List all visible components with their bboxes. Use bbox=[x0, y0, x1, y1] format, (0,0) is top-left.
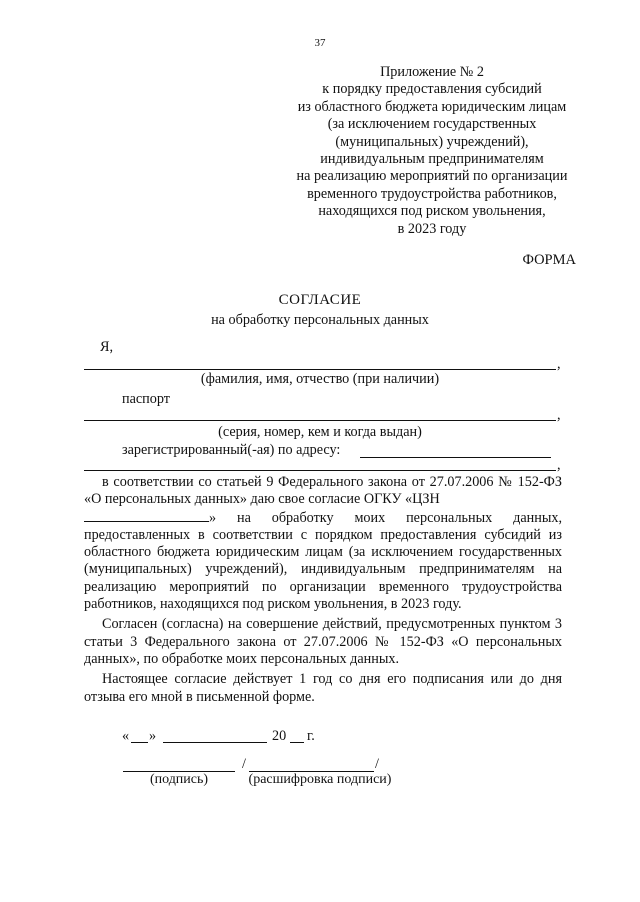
ya-label: Я, bbox=[100, 339, 114, 355]
appendix-line: к порядку предоставления субсидий bbox=[322, 81, 542, 98]
signature-slash-close: / bbox=[375, 756, 379, 772]
date-close-quote: » bbox=[149, 728, 157, 744]
signature-slash-open: / bbox=[242, 756, 246, 772]
appendix-line: из областного бюджета юридическим лицам bbox=[297, 98, 567, 115]
registered-label: зарегистрированный(-ая) по адресу: bbox=[122, 442, 341, 458]
date-day-blank[interactable] bbox=[131, 742, 148, 743]
address-input-line-2[interactable] bbox=[84, 470, 556, 471]
appendix-line: (за исключением государственных bbox=[327, 116, 537, 133]
consent-paragraph-2: Согласен (согласна) на совершение действий, предусмотренных пунктом 3 статьи 3 Федерального закона от 27.07.2006 № 152-ФЗ «О персональных данных», по обработке моих персональных данных. bbox=[84, 616, 562, 667]
appendix-line: находящихся под риском увольнения, bbox=[318, 203, 546, 220]
passport-caption: (серия, номер, кем и когда выдан) bbox=[218, 424, 422, 440]
paragraph-text: в соответствии со статьей 9 Федерального закона от 27.07.2006 № 152-ФЗ «О персональных данных» даю свое согласие ОГКУ «ЦЗН bbox=[84, 474, 562, 508]
appendix-line: Приложение № 2 bbox=[380, 64, 484, 80]
paragraph-text: » на обработку моих персональных данных, предоставленных в соответствии с порядком предоставления субсидий из областного бюджета юридическим лицам (за исключением государственных (муниципальных) учреждений), индивидуальным предпринимателям на реализацию мероприятий по организации временного трудоустройства работников, находящихся под риском увольнения, в 2023 году. bbox=[84, 509, 562, 613]
appendix-line: (муниципальных) учреждений), bbox=[335, 133, 529, 150]
appendix-header bbox=[230, 64, 634, 238]
czn-name-blank[interactable] bbox=[84, 509, 209, 522]
date-year-suffix: г. bbox=[307, 728, 315, 744]
fio-caption: (фамилия, имя, отчество (при наличии) bbox=[200, 371, 440, 387]
consent-paragraph-3: Настоящее согласие действует 1 год со дня его подписания или до дня отзыва его мной в письменной форме. bbox=[84, 671, 562, 705]
consent-body bbox=[84, 474, 562, 706]
passport-input-line[interactable] bbox=[84, 420, 556, 421]
passport-label: паспорт bbox=[122, 391, 170, 407]
date-open-quote: « bbox=[122, 728, 130, 744]
consent-paragraph-1 bbox=[84, 474, 562, 613]
date-year-prefix: 20 bbox=[272, 728, 287, 744]
passport-comma: , bbox=[557, 407, 561, 423]
appendix-line: на реализацию мероприятий по организации bbox=[296, 168, 568, 185]
fio-input-line[interactable] bbox=[84, 369, 556, 370]
page-number: 37 bbox=[314, 37, 326, 49]
date-month-blank[interactable] bbox=[163, 742, 267, 743]
appendix-line: в 2023 году bbox=[397, 220, 467, 237]
fio-comma: , bbox=[557, 356, 561, 372]
address-comma: , bbox=[557, 457, 561, 473]
form-label: ФОРМА bbox=[522, 252, 576, 268]
document-subtitle: на обработку персональных данных bbox=[211, 312, 429, 328]
appendix-line: временного трудоустройства работников, bbox=[307, 185, 557, 202]
document-title: СОГЛАСИЕ bbox=[278, 292, 362, 308]
address-input-line[interactable] bbox=[360, 457, 551, 458]
appendix-line: индивидуальным предпринимателям bbox=[320, 151, 544, 168]
signature-caption: (подпись) bbox=[149, 772, 209, 787]
signature-decode-caption: (расшифровка подписи) bbox=[248, 772, 392, 787]
date-year-blank[interactable] bbox=[290, 742, 304, 743]
